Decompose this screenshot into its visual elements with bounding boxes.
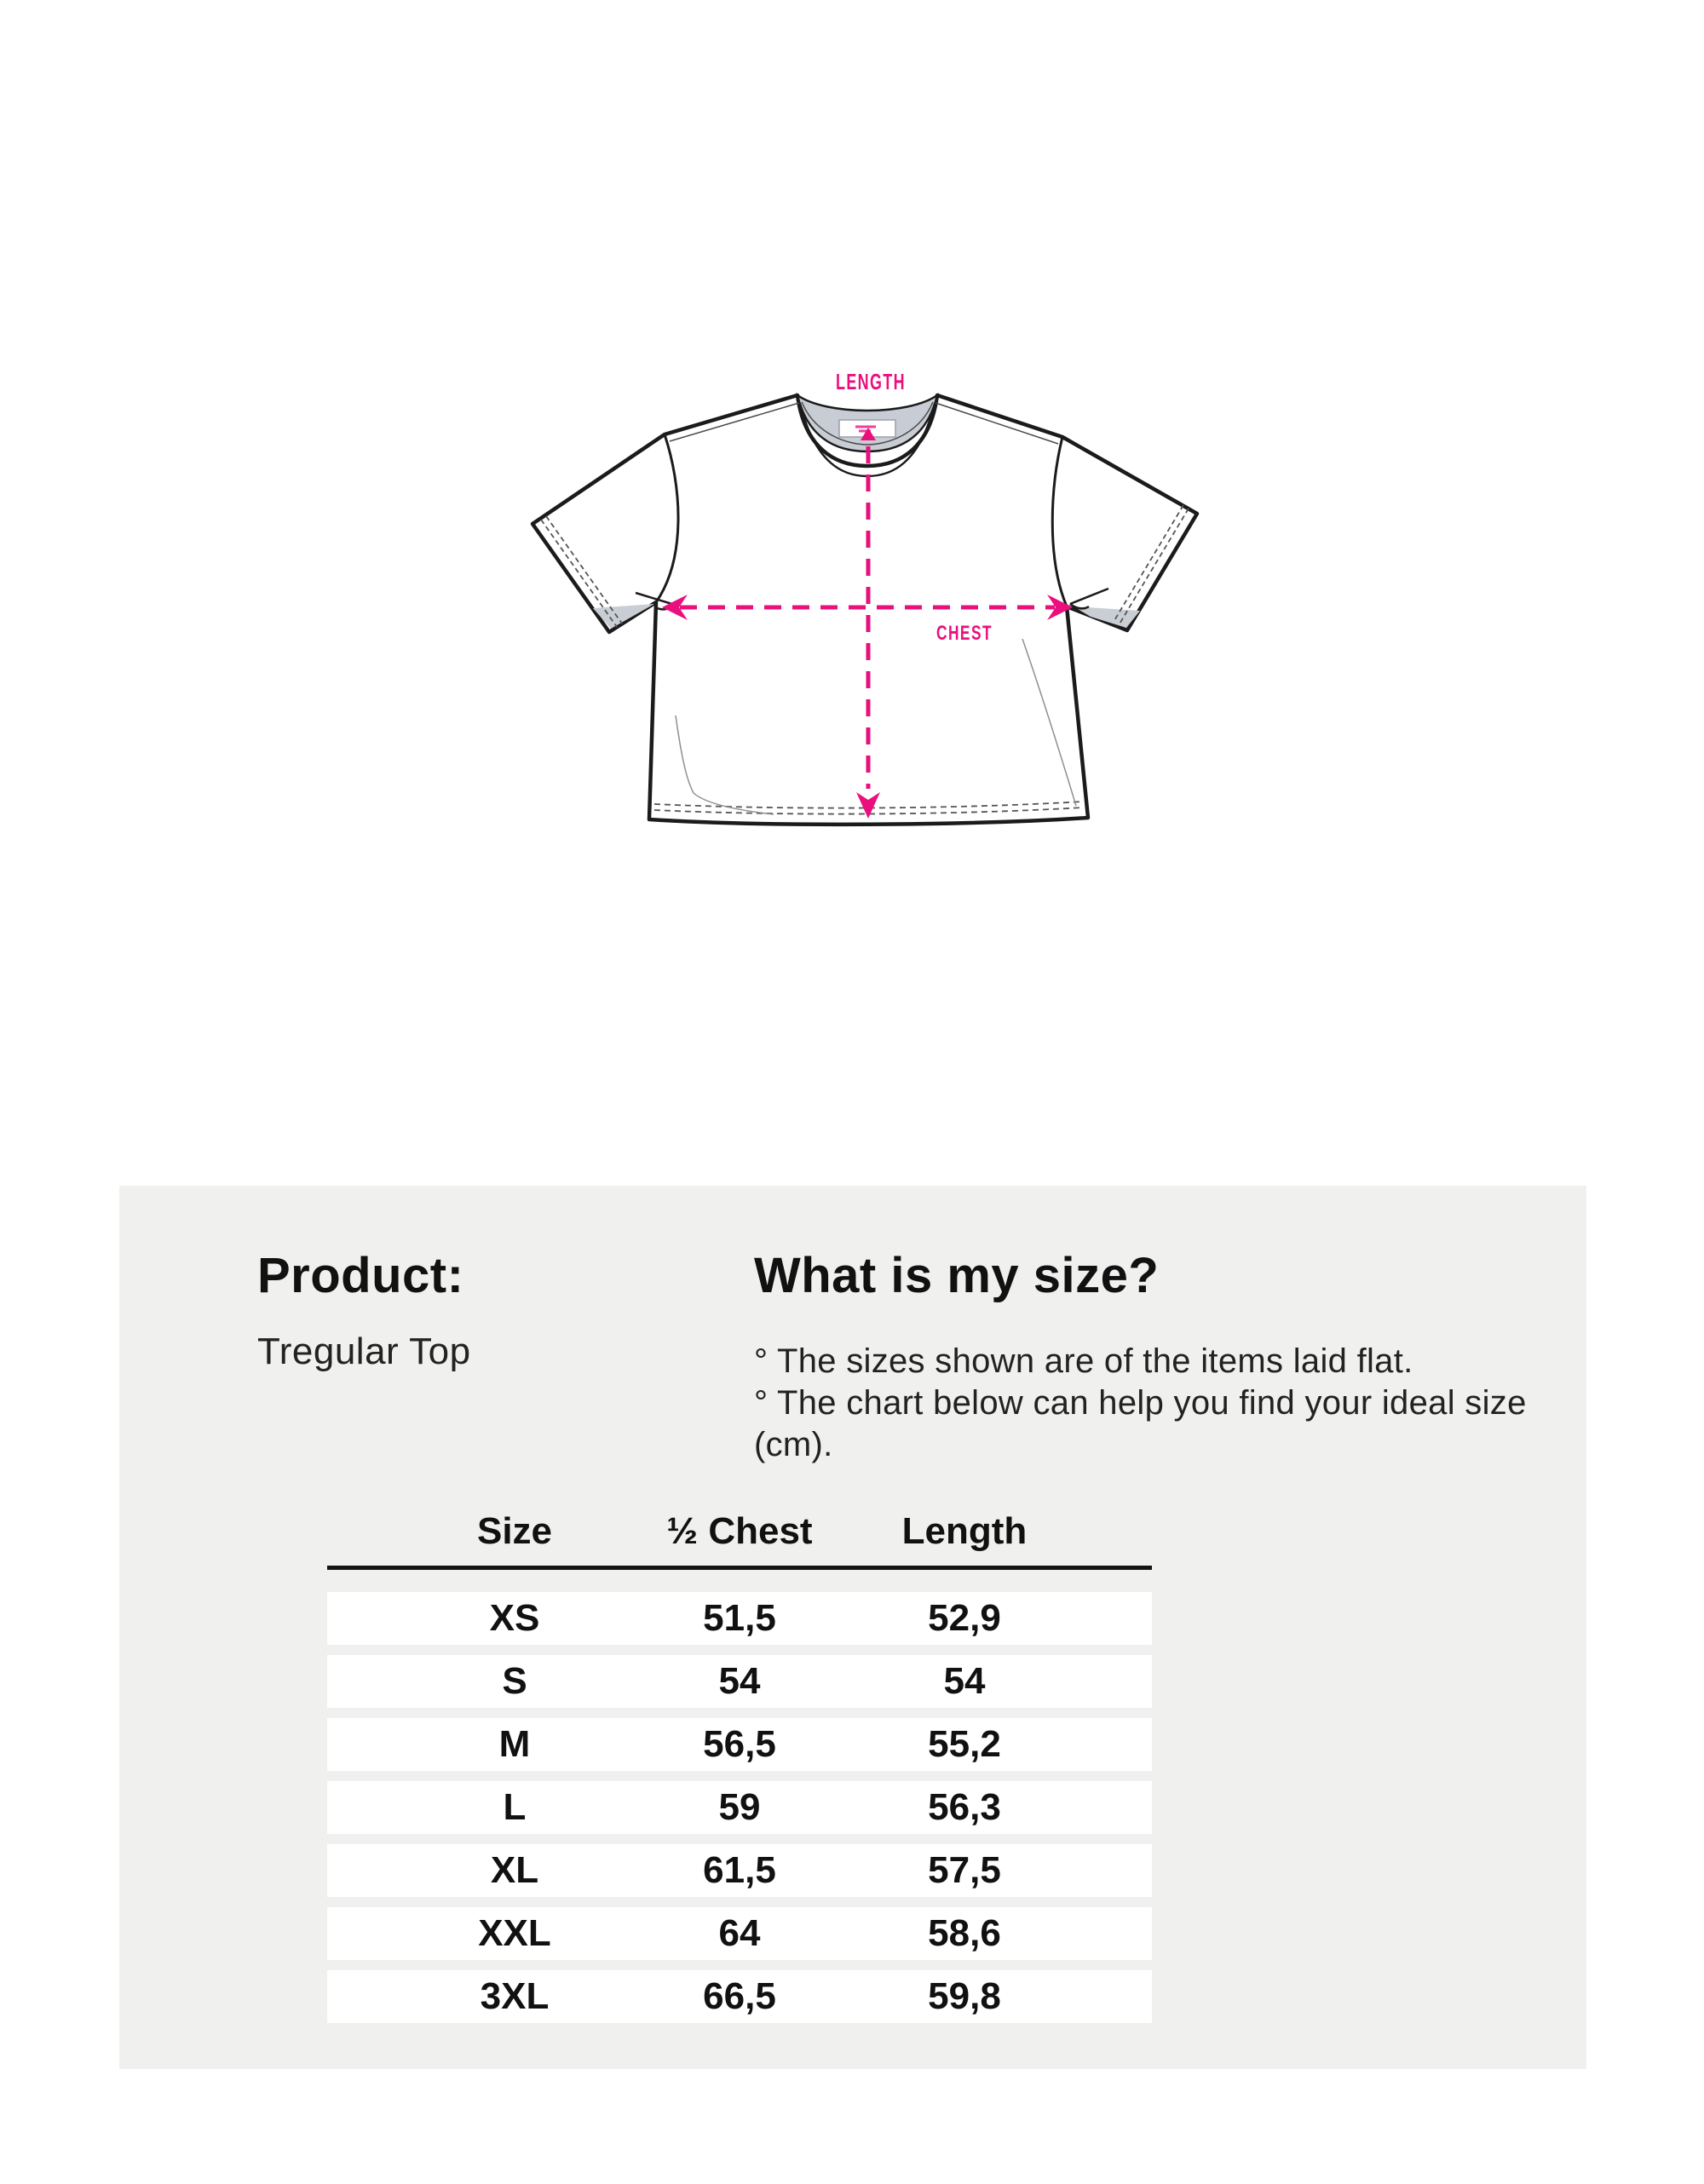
size-note-line: ° The sizes shown are of the items laid flat. [754, 1342, 1413, 1380]
size-note-line: ° The chart below can help you find your ideal size (cm). [754, 1384, 1527, 1463]
size-table-header-row [327, 1508, 1152, 1555]
table-row-m [327, 1718, 1152, 1771]
cell-chest: 59 [718, 1786, 761, 1828]
table-row-s [327, 1655, 1152, 1708]
size-table-rows [327, 1592, 1152, 2023]
cell-chest: 51,5 [703, 1597, 776, 1639]
cell-length: 59,8 [928, 1975, 1001, 2017]
cell-chest: 64 [718, 1912, 761, 1954]
size-question-heading: What is my size? [754, 1248, 1160, 1303]
cell-chest: 56,5 [703, 1723, 776, 1765]
table-row-xl [327, 1844, 1152, 1897]
col-header-size: Size [476, 1510, 553, 1552]
length-measure-label: LENGTH [836, 369, 906, 394]
col-header-length: Length [901, 1510, 1028, 1552]
cell-length: 52,9 [928, 1597, 1001, 1639]
cell-length: 58,6 [928, 1912, 1001, 1954]
cell-size: XS [489, 1597, 540, 1639]
cell-size: M [498, 1723, 531, 1765]
cell-length: 55,2 [928, 1723, 1001, 1765]
cell-size: L [503, 1786, 527, 1828]
size-table [327, 1508, 1152, 2033]
product-name: Tregular Top [257, 1331, 471, 1372]
size-notes [754, 1341, 1586, 1466]
cell-chest: 61,5 [703, 1849, 776, 1891]
table-row-3xl [327, 1970, 1152, 2023]
cell-chest: 66,5 [703, 1975, 776, 2017]
table-row-xxl [327, 1907, 1152, 1960]
cell-length: 56,3 [928, 1786, 1001, 1828]
chest-measure-label: CHEST [936, 622, 993, 645]
size-question-section [754, 1247, 1159, 1304]
cell-chest: 54 [718, 1660, 761, 1702]
tshirt-measurement-diagram [511, 358, 1235, 869]
cell-size: XXL [478, 1912, 551, 1954]
table-row-xs [327, 1592, 1152, 1645]
cell-length: 57,5 [928, 1849, 1001, 1891]
cell-size: XL [490, 1849, 539, 1891]
product-heading: Product: [257, 1248, 464, 1303]
cell-size: 3XL [480, 1975, 550, 2017]
col-header-chest: ½ Chest [666, 1510, 813, 1552]
product-section [257, 1247, 463, 1304]
table-row-l [327, 1781, 1152, 1834]
cell-length: 54 [943, 1660, 986, 1702]
tshirt-diagram-svg [511, 358, 1235, 869]
table-header-rule [327, 1566, 1152, 1570]
cell-size: S [502, 1660, 527, 1702]
